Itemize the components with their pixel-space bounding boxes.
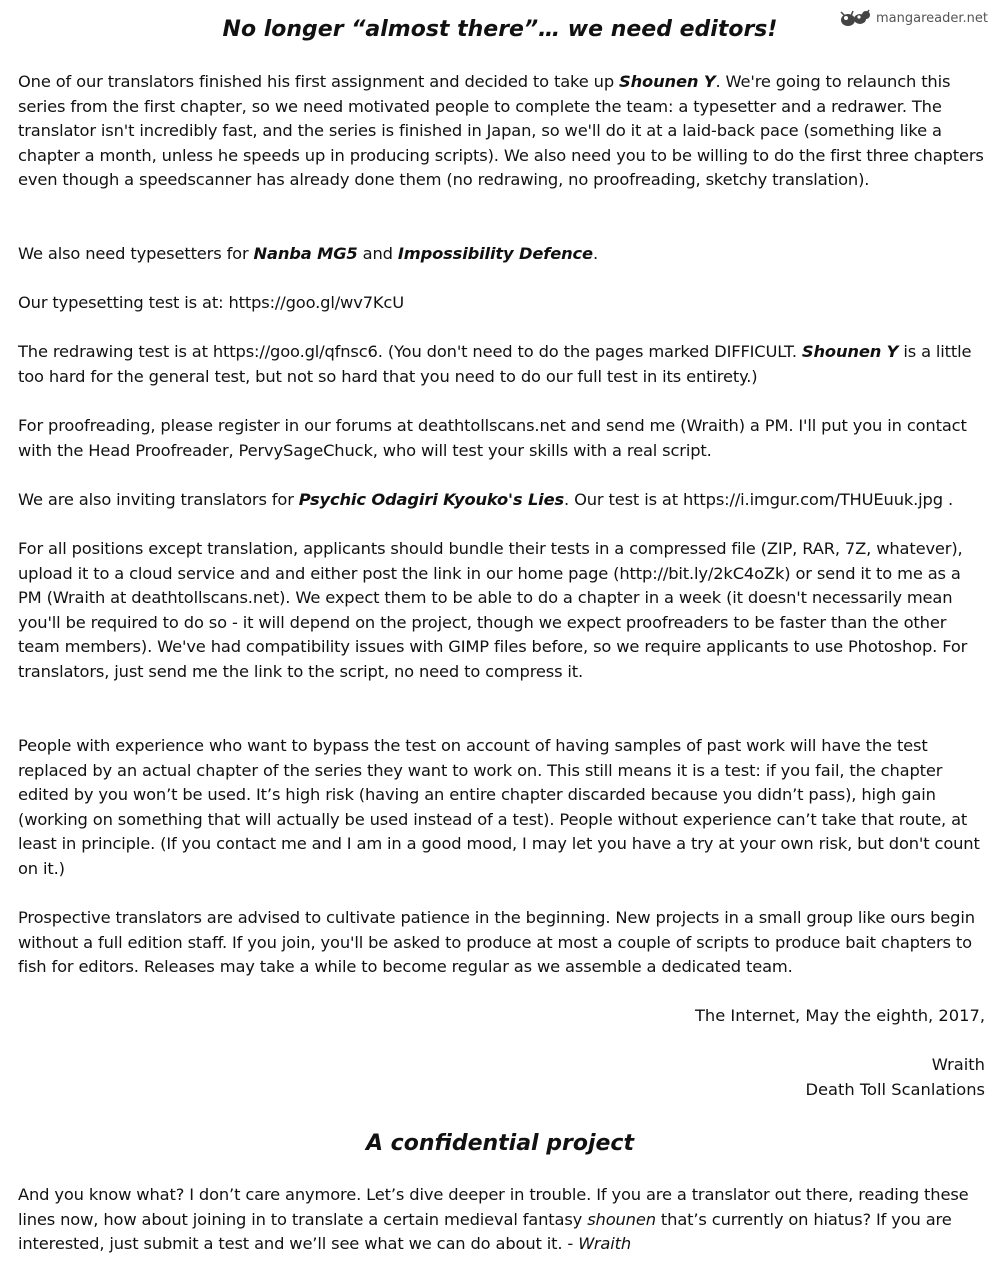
paragraph-redrawing-test bbox=[18, 340, 986, 389]
paragraph-text: We are also inviting translators for bbox=[18, 490, 299, 509]
genre-term: shounen bbox=[587, 1209, 656, 1229]
signature-group: Death Toll Scanlations bbox=[805, 1080, 985, 1099]
series-title: Impossibility Defence bbox=[397, 244, 593, 263]
series-title: Shounen Y bbox=[619, 72, 716, 91]
paragraph-confidential-project bbox=[18, 1183, 986, 1257]
paragraph-translators-invite bbox=[18, 488, 986, 513]
paragraph-text: . bbox=[592, 244, 598, 263]
paragraph-typesetting-test: Our typesetting test is at: https://goo.gl/wv7KcU bbox=[18, 293, 404, 312]
paragraph-proofreading: For proofreading, please register in our forums at deathtollscans.net and send me (Wraith) a PM. I'll put you in contact with the Head Proofreader, PervySageChuck, who will test your skills with a real script. bbox=[18, 416, 967, 460]
paragraph-text: that’s currently on hiatus? If you are interested, just submit a test and we’ll see what we can do about it. - bbox=[18, 1209, 952, 1254]
author-name: Wraith bbox=[578, 1234, 631, 1254]
paragraph-shounen-y-relaunch bbox=[18, 70, 986, 193]
paragraph-text: One of our translators finished his first assignment and decided to take up bbox=[18, 72, 620, 91]
signature-name: Wraith bbox=[931, 1055, 985, 1074]
paragraph-text: . Our test is at https://i.imgur.com/THUEuuk.jpg . bbox=[564, 490, 953, 509]
paragraph-text: . We're going to relaunch this series from the first chapter, so we need motivated people to complete the team: a typesetter and a redrawer. The translator isn't incredibly fast, and the series is finished in Japan, so we'll do it at a laid-back pace (something like a chapter a month, unless he speeds up in producing scripts). We also need you to be willing to do the first three chapters even though a speedscanner has already done them (no redrawing, no proofreading, sketchy translation). bbox=[18, 72, 984, 190]
paragraph-typesetters-needed bbox=[18, 242, 986, 267]
paragraph-text: And you know what? I don’t care anymore. Let’s dive deeper in trouble. If you are a translator out there, reading these lines now, how about joining in to translate a certain medieval fantasy bbox=[18, 1185, 969, 1229]
watermark-text: mangareader.net bbox=[876, 10, 988, 26]
paragraph-text: We also need typesetters for bbox=[18, 244, 254, 263]
date-line: The Internet, May the eighth, 2017, bbox=[694, 1006, 985, 1025]
paragraph-prospective-translators: Prospective translators are advised to cultivate patience in the beginning. New projects in a small group like ours begin without a full edition staff. If you join, you'll be asked to produce at most a couple of scripts to produce bait chapters to fish for editors. Releases may take a while to become regular as we assemble a dedicated team. bbox=[18, 908, 975, 977]
paragraph-text: and bbox=[357, 244, 398, 263]
series-title: Nanba MG5 bbox=[253, 244, 358, 263]
section-title-confidential: A confidential project bbox=[366, 1131, 634, 1156]
paragraph-text: The redrawing test is at https://goo.gl/qfnsc6. (You don't need to do the pages marked DIFFICULT. bbox=[18, 342, 802, 361]
series-title: Psychic Odagiri Kyouko's Lies bbox=[298, 490, 565, 509]
section-title-editors: No longer “almost there”… we need editors! bbox=[222, 17, 778, 42]
paragraph-text: is a little too hard for the general test, but not so hard that you need to do our full test in its entirety.) bbox=[18, 342, 972, 386]
paragraph-experienced-applicants: People with experience who want to bypass the test on account of having samples of past work will have the test replaced by an actual chapter of the series they want to work on. This still means it is a test: if you fail, the chapter edited by you won’t be used. It’s high risk (having an entire chapter discarded because you didn’t pass), high gain (working on something that will actually be used instead of a test). People without experience can’t take that route, at least in principle. (If you contact me and I am in a good mood, I may let you have a try at your own risk, but don't count on it.) bbox=[18, 736, 980, 878]
series-title: Shounen Y bbox=[801, 342, 899, 361]
paragraph-application-instructions: For all positions except translation, applicants should bundle their tests in a compressed file (ZIP, RAR, 7Z, whatever), upload it to a cloud service and and either post the link in our home page (http://bit.ly/2kC4oZk) or send it to me as a PM (Wraith at deathtollscans.net). We expect them to be able to do a chapter in a week (it doesn't necessarily mean you'll be required to do so - it will depend on the project, though we expect proofreaders to be faster than the other team members). We've had compatibility issues with GIMP files before, so we require applicants to use Photoshop. For translators, just send me the link to the script, no need to compress it. bbox=[18, 539, 968, 681]
